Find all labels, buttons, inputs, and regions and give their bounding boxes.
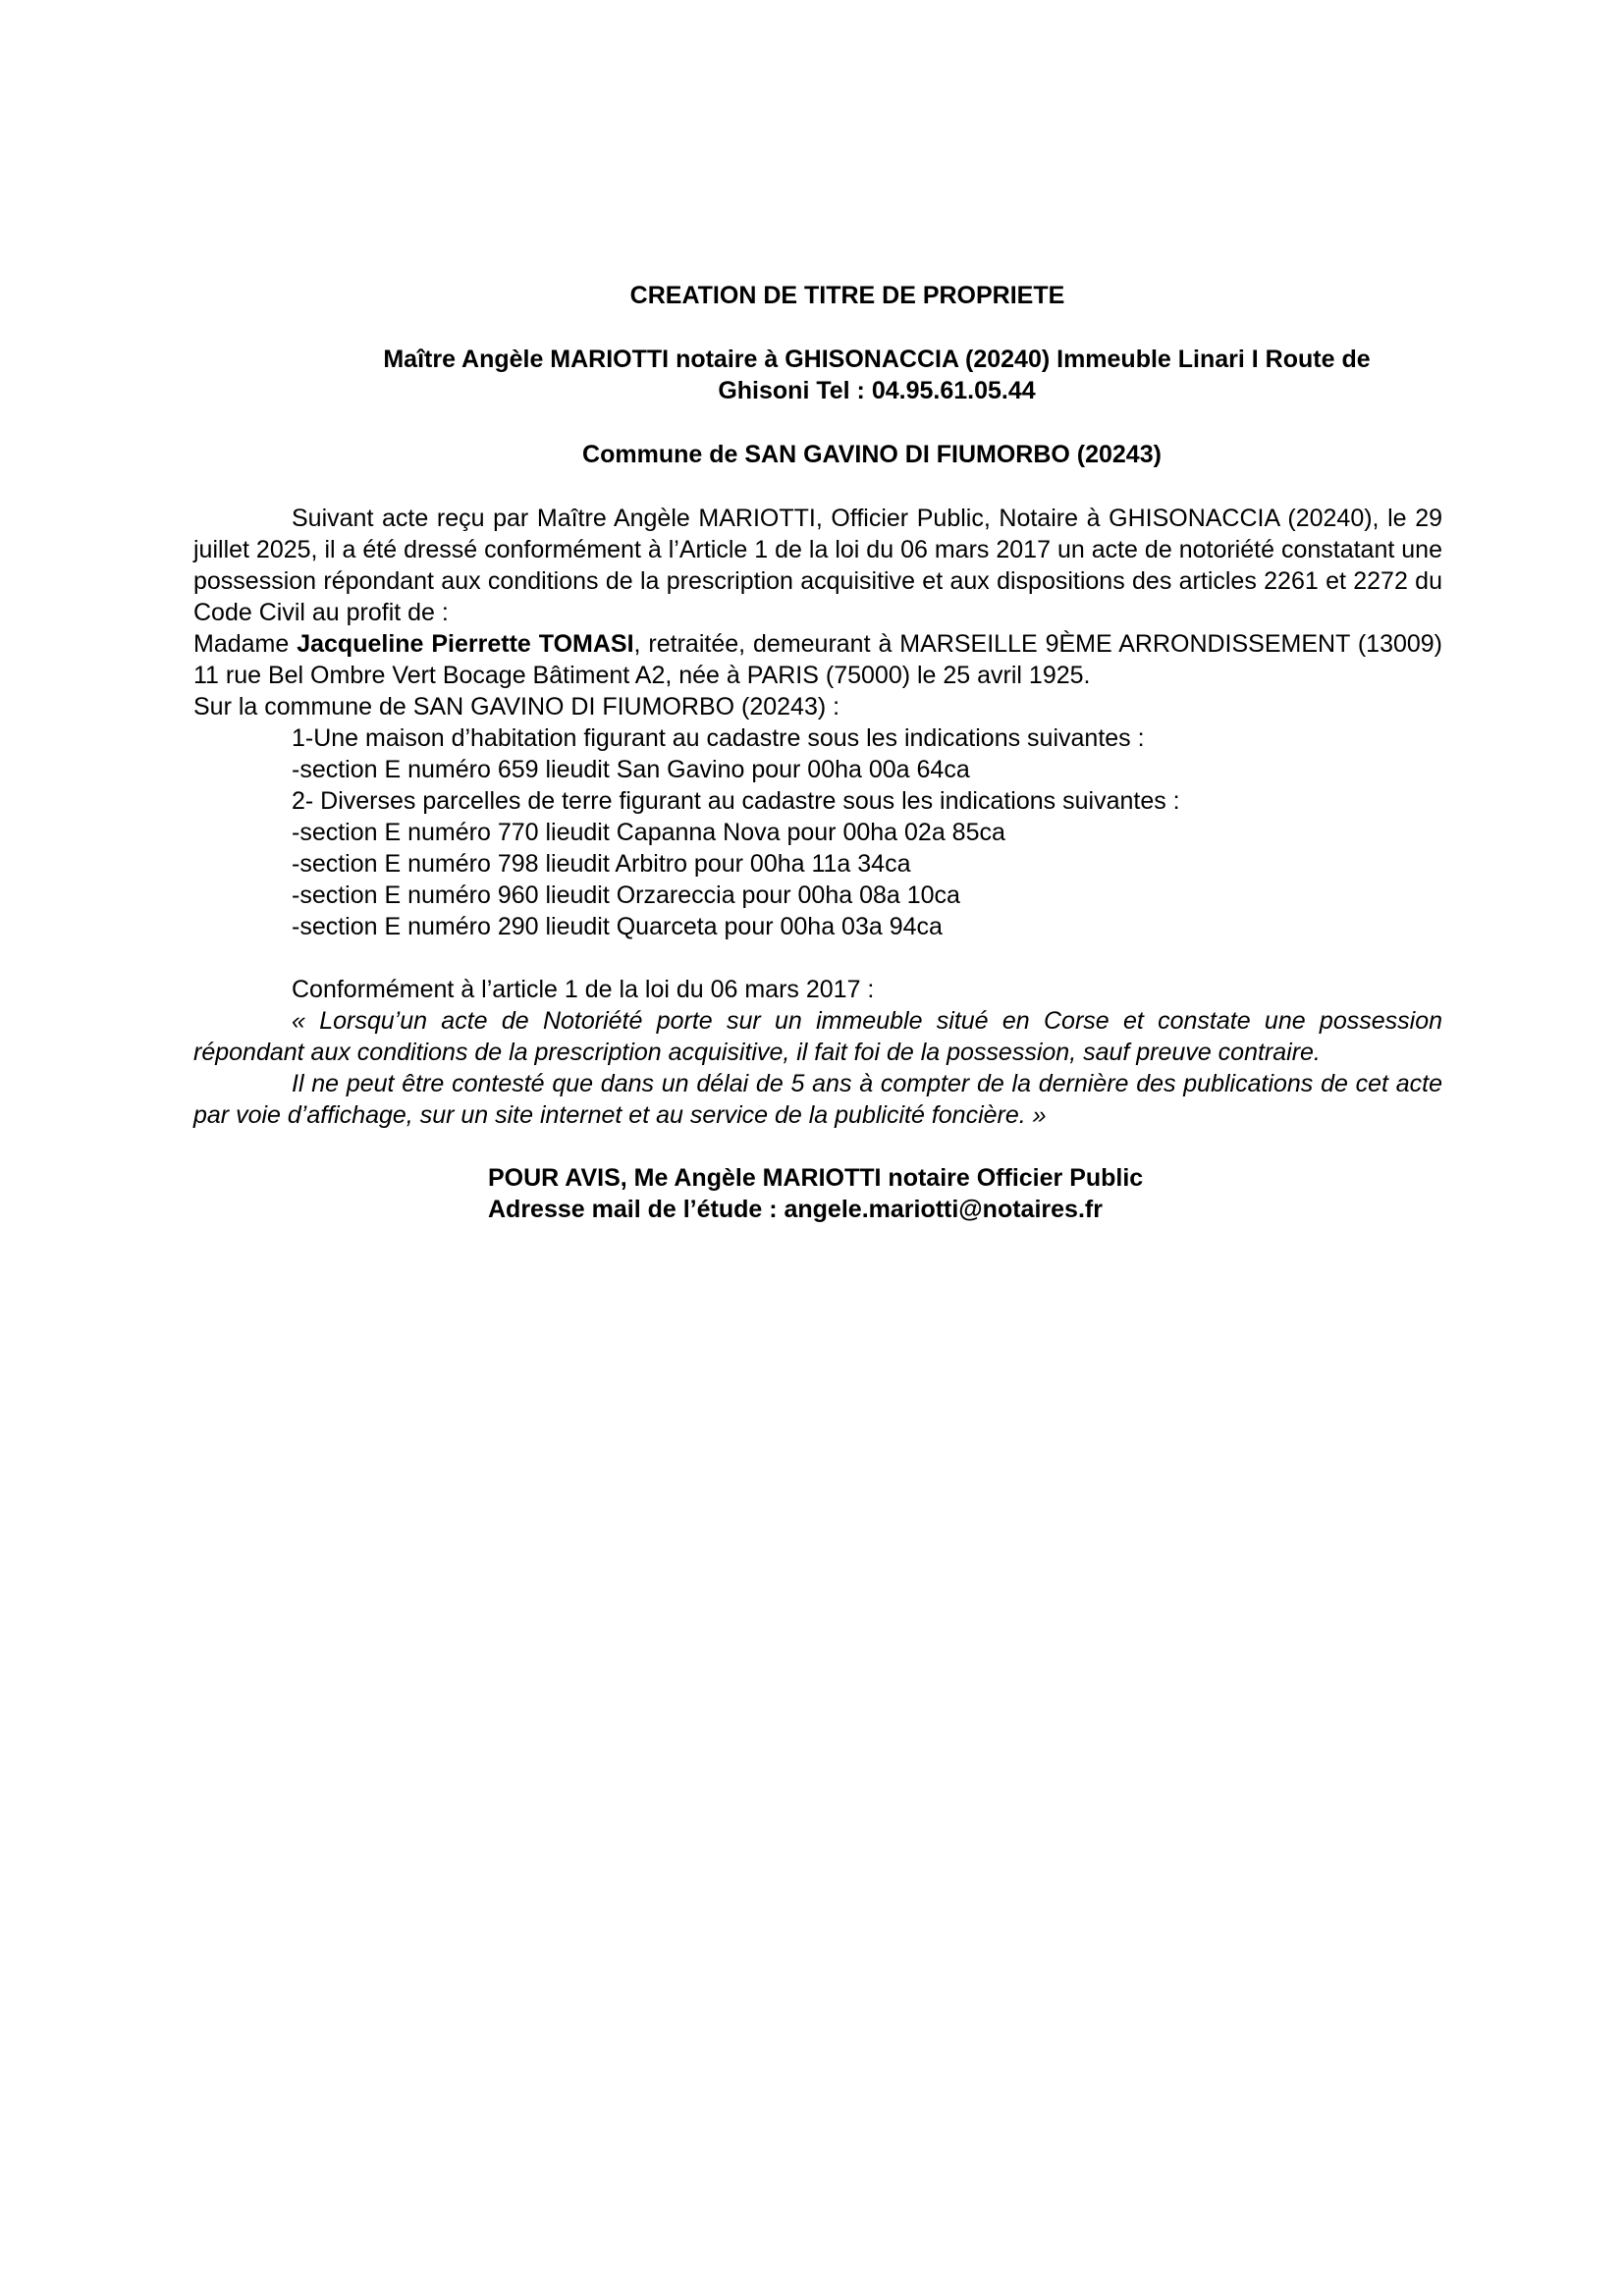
beneficiary-name: Jacqueline Pierrette TOMASI — [297, 630, 634, 658]
document-title: CREATION DE TITRE DE PROPRIETE — [629, 282, 1065, 309]
document-page — [193, 280, 1442, 1225]
list-item: -section E numéro 290 lieudit Quarceta pour 00ha 03a 94ca — [292, 913, 943, 940]
beneficiary-paragraph — [193, 628, 1442, 691]
list-item: 2- Diverses parcelles de terre figurant au cadastre sous les indications suivantes : — [292, 787, 1180, 815]
parcel-list — [193, 722, 1442, 942]
commune-heading: Commune de SAN GAVINO DI FIUMORBO (20243) — [582, 441, 1162, 468]
signature-line-1: POUR AVIS, Me Angèle MARIOTTI notaire Officier Public — [488, 1164, 1144, 1192]
list-item: -section E numéro 798 lieudit Arbitro pour 00ha 11a 34ca — [292, 850, 911, 878]
signature-line-2: Adresse mail de l’étude : angele.mariotti@notaires.fr — [488, 1196, 1103, 1223]
intro-paragraph: Suivant acte reçu par Maître Angèle MARIOTTI, Officier Public, Notaire à GHISONACCIA (20240), le 29 juillet 2025, il a été dressé conformément à l’Article 1 de la loi du 06 mars 2017 un acte de notoriété constatant une possession répondant aux conditions de la prescription acquisitive et aux dispositions des articles 2261 et 2272 du Code Civil au profit de : — [193, 505, 1442, 626]
notary-line-2: Ghisoni Tel : 04.95.61.05.44 — [718, 377, 1036, 404]
spacer — [193, 942, 1442, 974]
list-item: -section E numéro 960 lieudit Orzareccia pour 00ha 08a 10ca — [292, 881, 960, 909]
notary-line-1: Maître Angèle MARIOTTI notaire à GHISONACCIA (20240) Immeuble Linari I Route de — [383, 346, 1371, 373]
list-item: -section E numéro 770 lieudit Capanna Nova pour 00ha 02a 85ca — [292, 819, 1005, 846]
list-item: -section E numéro 659 lieudit San Gavino pour 00ha 00a 64ca — [292, 756, 970, 783]
beneficiary-prefix: Madame — [193, 630, 298, 658]
signature-block — [193, 1162, 1442, 1225]
law-quote-2: Il ne peut être contesté que dans un délai de 5 ans à compter de la dernière des publications de cet acte par voie d’affichage, sur un site internet et au service de la publicité foncière. » — [193, 1070, 1442, 1129]
law-quote-1: « Lorsqu’un acte de Notoriété porte sur un immeuble situé en Corse et constate une possession répondant aux conditions de la prescription acquisitive, il fait foi de la possession, sauf preuve contraire. — [193, 1007, 1442, 1066]
beneficiary-details: , retraitée, demeurant à MARSEILLE 9ÈME ARRONDISSEMENT (13009) 11 rue Bel Ombre Vert Bocage Bâtiment A2, née à PARIS (75000) le 25 avril 1925. — [193, 630, 1443, 689]
notary-header — [193, 344, 1442, 406]
commune-line: Sur la commune de SAN GAVINO DI FIUMORBO (20243) : — [193, 693, 840, 721]
list-item: 1-Une maison d’habitation figurant au cadastre sous les indications suivantes : — [292, 724, 1145, 752]
law-intro: Conformément à l’article 1 de la loi du 06 mars 2017 : — [292, 976, 875, 1003]
